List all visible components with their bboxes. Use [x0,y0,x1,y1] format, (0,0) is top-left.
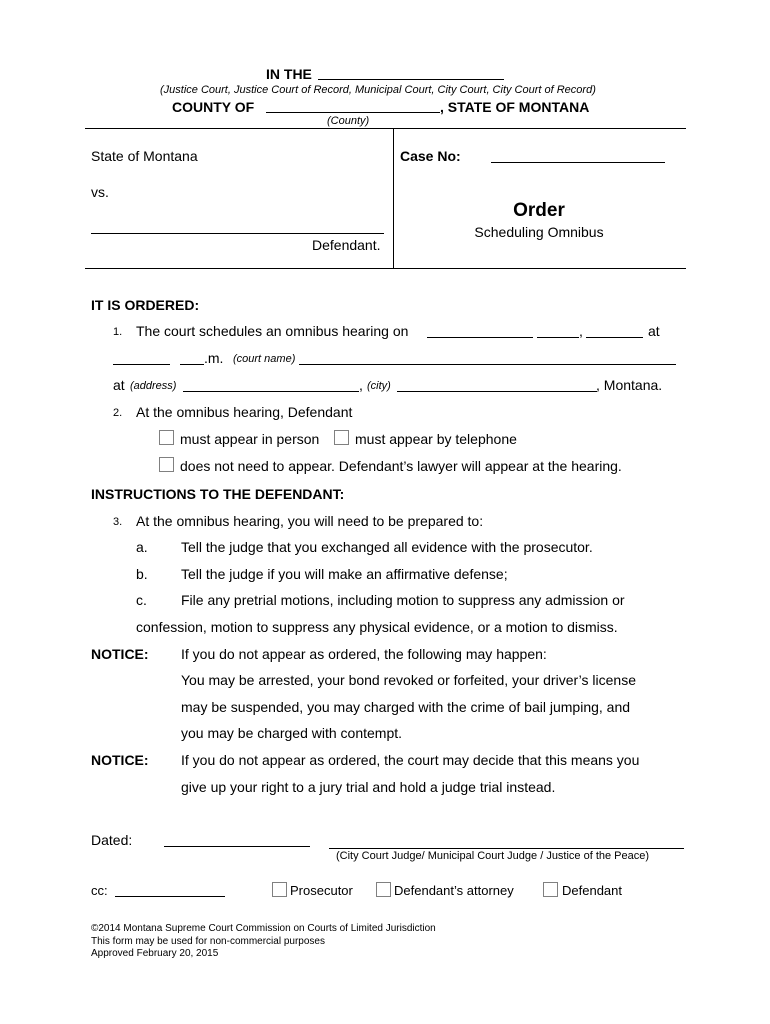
notice-1-label: NOTICE: [91,646,149,662]
defendant-label: Defendant. [312,237,381,253]
item-c-text-continued: confession, motion to suppress any physical evidence, or a motion to dismiss. [136,619,618,635]
m-suffix: .m. [204,350,224,366]
item-c-label: c. [136,592,147,608]
county-blank[interactable] [266,112,440,113]
notice-1-line-2: You may be arrested, your bond revoked or forfeited, your driver’s license [181,672,636,688]
county-caption: (County) [327,115,370,127]
county-of-label: COUNTY OF [172,99,255,115]
plaintiff-name: State of Montana [91,148,198,164]
hearing-date-blank[interactable] [427,337,533,338]
item-1-text: The court schedules an omnibus hearing on [136,323,409,339]
item-a-label: a. [136,539,148,555]
telephone-label: must appear by telephone [355,431,517,447]
in-person-checkbox[interactable] [159,430,174,445]
case-no-blank[interactable] [491,162,665,163]
hearing-time-blank[interactable] [113,364,170,365]
item-b-label: b. [136,566,148,582]
not-appear-checkbox[interactable] [159,457,174,472]
item-2-number: 2. [113,407,123,419]
defendant-name-blank[interactable] [91,233,384,234]
notice-1-line-3: may be suspended, you may charged with the crime of bail jumping, and [181,699,631,715]
court-types-caption: (Justice Court, Justice Court of Record, Municipal Court, City Court, City Court of Record) [160,84,596,96]
in-person-label: must appear in person [180,431,320,447]
not-appear-label: does not need to appear. Defendant’s lawyer will appear at the hearing. [180,458,622,474]
court-name-label: (court name) [233,353,296,365]
item-3-text: At the omnibus hearing, you will need to be prepared to: [136,513,484,529]
defendant-checkbox[interactable] [543,882,558,897]
notice-1-line-4: you may be charged with contempt. [181,725,403,741]
cc-blank[interactable] [115,896,225,897]
montana-label: , Montana. [596,377,663,393]
document-title: Order [513,200,565,221]
item-3-number: 3. [113,516,123,528]
footer-copyright: ©2014 Montana Supreme Court Commission on Courts of Limited Jurisdiction [91,923,436,934]
court-blank[interactable] [318,79,504,80]
item-1-number: 1. [113,326,123,338]
judge-caption: (City Court Judge/ Municipal Court Judge / Justice of the Peace) [336,850,650,862]
footer-usage: This form may be used for non-commercial purposes [91,936,325,947]
in-the-label: IN THE [266,66,312,82]
defendants-attorney-label: Defendant’s attorney [394,883,514,898]
address-blank[interactable] [183,391,359,392]
notice-1-line-1: If you do not appear as ordered, the following may happen: [181,646,547,662]
notice-2-line-1: If you do not appear as ordered, the court may decide that this means you [181,752,640,768]
item-a-text: Tell the judge that you exchanged all evidence with the prosecutor. [181,539,593,555]
notice-2-label: NOTICE: [91,752,149,768]
prosecutor-label: Prosecutor [290,883,353,898]
defendant-cc-label: Defendant [562,883,622,898]
telephone-checkbox[interactable] [334,430,349,445]
vs-label: vs. [91,184,109,200]
cc-label: cc: [91,883,108,898]
case-no-label: Case No: [400,148,461,164]
address-label: (address) [130,380,177,392]
item-2-text: At the omnibus hearing, Defendant [136,404,353,420]
defendants-attorney-checkbox[interactable] [376,882,391,897]
notice-2-line-2: give up your right to a jury trial and hold a judge trial instead. [181,779,556,795]
am-pm-blank[interactable] [180,364,204,365]
city-blank[interactable] [397,391,597,392]
hearing-year-blank[interactable] [586,337,643,338]
date-blank[interactable] [164,846,310,847]
judge-signature-line[interactable] [329,848,684,849]
it-is-ordered-heading: IT IS ORDERED: [91,297,200,313]
caption-divider [393,128,394,268]
caption-top-rule [85,128,686,129]
item-b-text: Tell the judge if you will make an affirmative defense; [181,566,508,582]
item-1-at: at [648,323,660,339]
footer-approved: Approved February 20, 2015 [91,948,219,959]
city-label: (city) [367,380,391,392]
state-of-montana-label: , STATE OF MONTANA [440,99,590,115]
instructions-heading: INSTRUCTIONS TO THE DEFENDANT: [91,486,345,502]
at-label: at [113,377,125,393]
court-name-blank[interactable] [299,364,676,365]
caption-bottom-rule [85,268,686,269]
item-c-text: File any pretrial motions, including motion to suppress any admission or [181,592,625,608]
prosecutor-checkbox[interactable] [272,882,287,897]
dated-label: Dated: [91,832,133,848]
hearing-day-blank[interactable] [537,337,579,338]
document-subtitle: Scheduling Omnibus [474,224,604,240]
